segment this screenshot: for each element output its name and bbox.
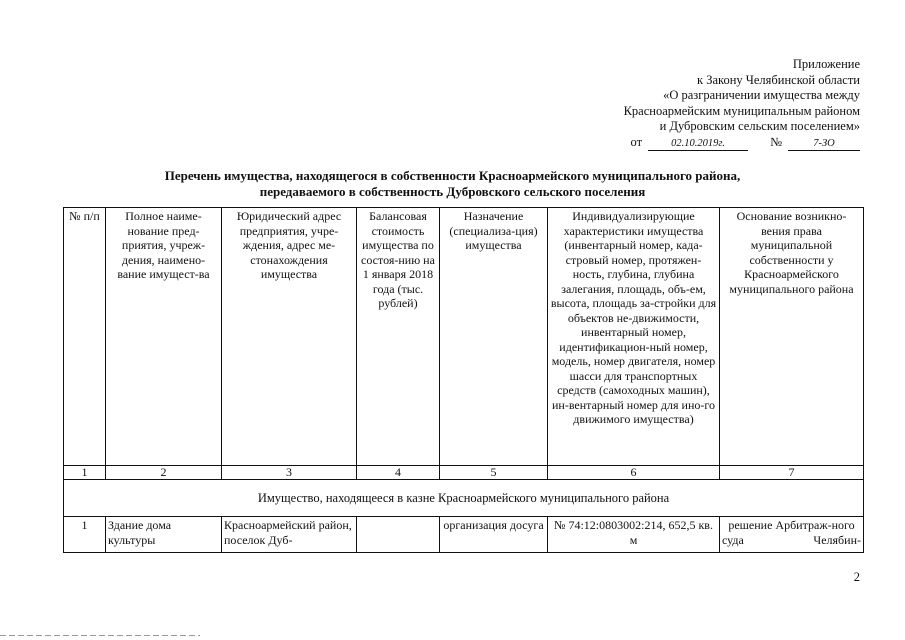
law-date: 02.10.2019г. <box>648 138 748 151</box>
table-row <box>64 517 864 553</box>
header-cell: Юридический адрес предприятия, учре-ждения, адрес ме-стонахождения имущества <box>222 208 357 466</box>
document-title <box>0 168 905 200</box>
property-table <box>63 207 864 553</box>
law-number: 7-ЗО <box>788 138 860 151</box>
column-number-row <box>64 466 864 480</box>
number-label: № <box>770 134 782 149</box>
section-row <box>64 480 864 517</box>
header-cell: Полное наиме-нование пред-приятия, учреж-дения, наимено-вание имущест-ва <box>106 208 222 466</box>
row-address: Красноармейский район, поселок Дуб- <box>222 517 357 553</box>
header-cell: Индивидуализирующие характеристики имущества (инвентарный номер, када-стровый номер, протяжен-ность, глубина, глубина залегания, площадь, объ-ем, высота, площадь за-стройки для объектов не-движимости, инвентарный номер, идентификацион-ный номер, модель, номер двигателя, номер шасси для транспортных средств (самоходных машин), ин-вентарный номер для ино-го движимого имущества) <box>548 208 720 466</box>
table-header-row <box>64 208 864 466</box>
header-cell: Балансовая стоимость имущества по состоя-нию на 1 января 2018 года (тыс. рублей) <box>357 208 440 466</box>
header-cell: Основание возникно-вения права муниципальной собственности у Красноармейского муниципального района <box>720 208 864 466</box>
ot-label: от <box>630 134 643 149</box>
column-number: 4 <box>357 466 440 480</box>
row-characteristics: № 74:12:0803002:214, 652,5 кв. м <box>548 517 720 553</box>
row-basis: решение Арбитраж-ного суда Челябин- <box>720 517 864 553</box>
page-number: 2 <box>853 570 860 584</box>
row-balance <box>357 517 440 553</box>
scan-artifact-line <box>0 635 200 636</box>
appendix-block <box>624 57 860 151</box>
header-cell: № п/п <box>64 208 106 466</box>
appendix-line: и Дубровским сельским поселением» <box>659 119 860 134</box>
appendix-line: «О разграничении имущества между <box>663 88 860 103</box>
appendix-date-line <box>624 135 860 151</box>
row-number: 1 <box>64 517 106 553</box>
row-purpose: организация досуга <box>440 517 548 553</box>
column-number: 5 <box>440 466 548 480</box>
column-number: 7 <box>720 466 864 480</box>
column-number: 3 <box>222 466 357 480</box>
section-title: Имущество, находящееся в казне Красноармейского муниципального района <box>64 480 864 517</box>
appendix-line: Красноармейским муниципальным районом <box>623 103 860 118</box>
appendix-line: к Закону Челябинской области <box>697 72 860 87</box>
appendix-line: Приложение <box>792 57 860 71</box>
header-cell: Назначение (специализа-ция) имущества <box>440 208 548 466</box>
row-name: Здание дома культуры <box>106 517 222 553</box>
title-line-2: передаваемого в собственность Дубровского сельского поселения <box>259 184 646 199</box>
title-line-1: Перечень имущества, находящегося в собственности Красноармейского муниципального района, <box>164 168 741 183</box>
column-number: 1 <box>64 466 106 480</box>
column-number: 6 <box>548 466 720 480</box>
column-number: 2 <box>106 466 222 480</box>
